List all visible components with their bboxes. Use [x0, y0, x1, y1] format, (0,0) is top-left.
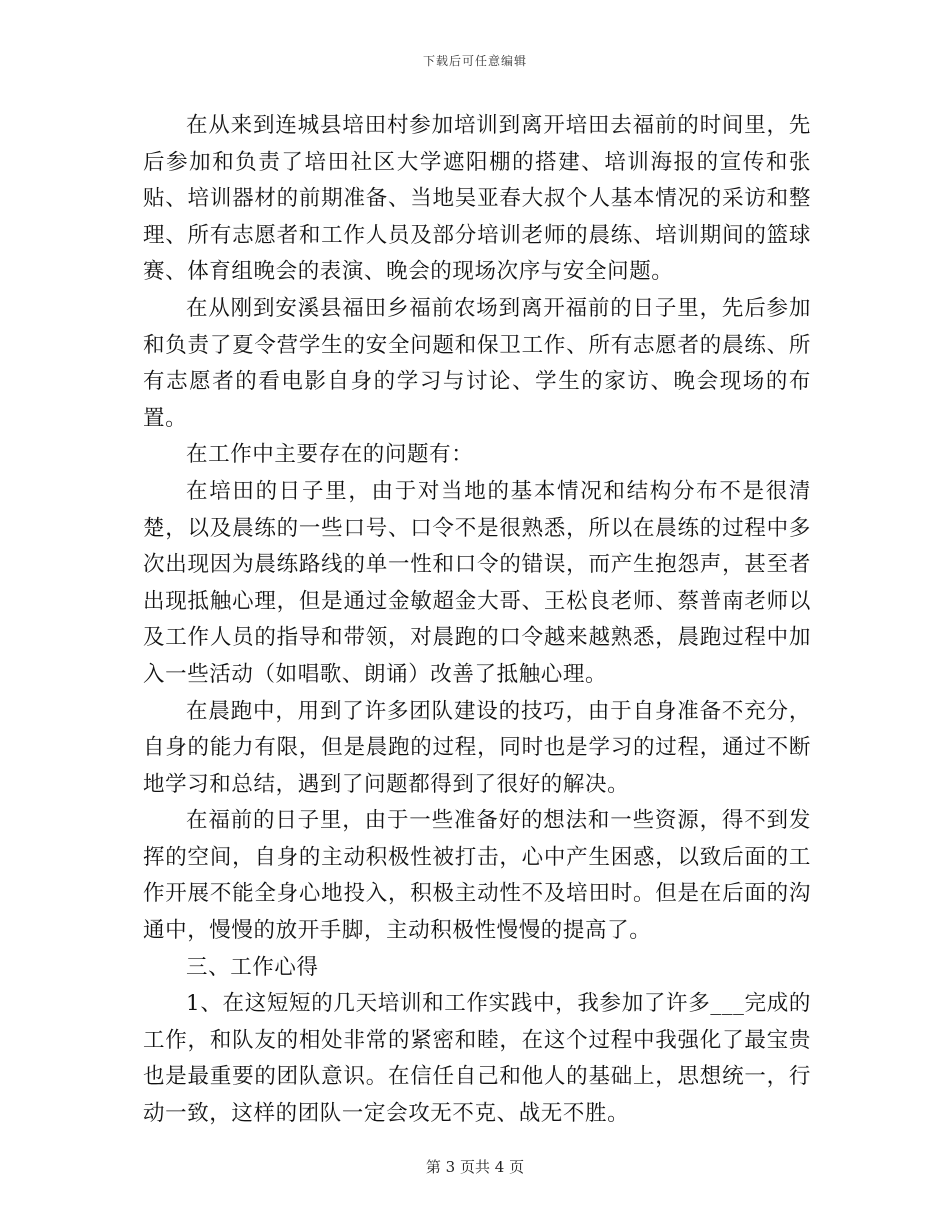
document-body — [143, 108, 811, 1133]
paragraph-peitian-problems: 在培田的日子里，由于对当地的基本情况和结构分布不是很清楚，以及晨练的一些口号、口令不是很熟悉，所以在晨练的过程中多次出现因为晨练路线的单一性和口令的错误，而产生抱怨声，甚至者出现抵触心理，但是通过金敏超金大哥、王松良老师、蔡普南老师以及工作人员的指导和带领，对晨跑的口令越来越熟悉，晨跑过程中加入一些活动（如唱歌、朗诵）改善了抵触心理。 — [143, 478, 811, 687]
page-footer: 第 3 页共 4 页 — [425, 1158, 525, 1176]
paragraph-morning-run: 在晨跑中，用到了许多团队建设的技巧，由于自身准备不充分，自身的能力有限，但是晨跑的过程，同时也是学习的过程，通过不断地学习和总结，遇到了问题都得到了很好的解决。 — [143, 698, 811, 797]
paragraph-problems-intro: 在工作中主要存在的问题有： — [186, 442, 474, 468]
paragraph-insight-1: 1、在这短短的几天培训和工作实践中，我参加了许多___完成的工作，和队友的相处非常的紧密和睦，在这个过程中我强化了最宝贵也是最重要的团队意识。在信任自己和他人的基础上，思想统一，行动一致，这样的团队一定会攻无不克、战无不胜。 — [143, 991, 811, 1127]
paragraph-fuqian-problems: 在福前的日子里，由于一些准备好的想法和一些资源，得不到发挥的空间，自身的主动积极性被打击，心中产生困惑，以致后面的工作开展不能全身心地投入，积极主动性不及培田时。但是在后面的沟通中，慢慢的放开手脚，主动积极性慢慢的提高了。 — [143, 808, 811, 944]
page-header: 下载后可任意编辑 — [422, 54, 527, 68]
paragraph-training-duties: 在从来到连城县培田村参加培训到离开培田去福前的时间里，先后参加和负责了培田社区大学遮阳棚的搭建、培训海报的宣传和张贴、培训器材的前期准备、当地吴亚春大叔个人基本情况的采访和整理、所有志愿者和工作人员及部分培训老师的晨练、培训期间的篮球赛、体育组晚会的表演、晚会的现场次序与安全问题。 — [143, 113, 811, 285]
paragraph-fuqian-duties: 在从刚到安溪县福田乡福前农场到离开福前的日子里，先后参加和负责了夏令营学生的安全问题和保卫工作、所有志愿者的晨练、所有志愿者的看电影自身的学习与讨论、学生的家访、晚会现场的布置。 — [143, 295, 811, 431]
section-heading-work-insights: 三、工作心得 — [186, 954, 319, 980]
